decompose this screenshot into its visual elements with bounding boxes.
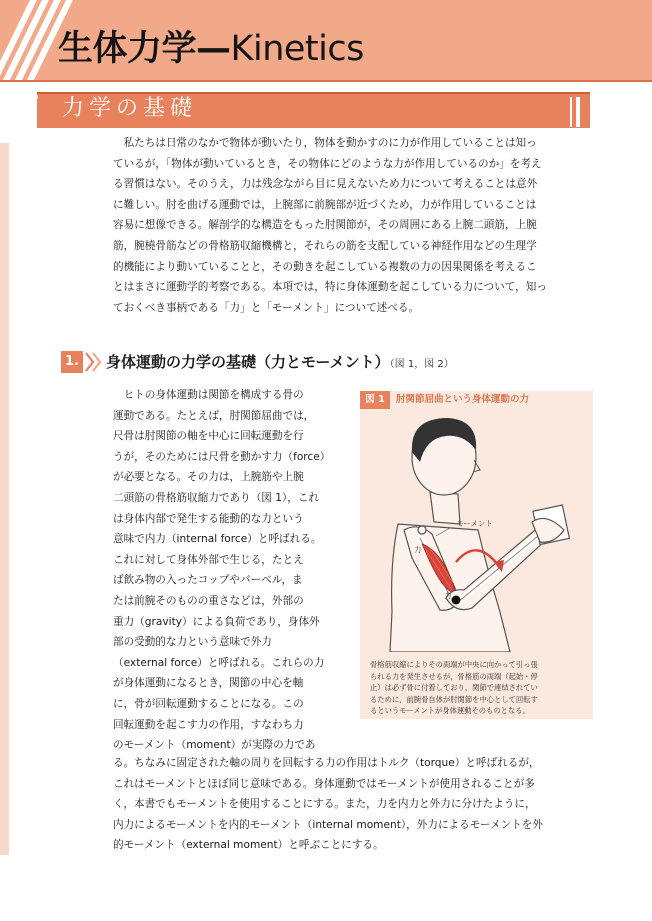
section-box-stripe: [570, 97, 572, 127]
text-line: は身体内部で発生する能動的な力という: [113, 512, 304, 525]
section-box-stripe: [576, 97, 580, 127]
text-line: 意味で内力（internal force）と呼ばれる。: [113, 533, 322, 546]
text-line: に難しい。肘を曲げる運動では，上腕部に前腕部が近づくため，力が作用していることは: [113, 198, 537, 211]
text-line: ておくべき事柄である「力」と「モーメント」について述べる。: [113, 301, 420, 314]
body-full-width: [113, 753, 593, 856]
text-line: 尺骨は肘関節の軸を中心に回転運動を行: [113, 430, 304, 443]
text-line: 的機能により動いていることと，その動きを起こしている複数の力の因果関係を考えるこ: [113, 260, 537, 273]
text-line: 部の受動的な力という意味で外力: [113, 636, 272, 649]
text-line: るために，前腕骨自体が肘関節を中心として回転す: [370, 694, 538, 704]
moment-label: モーメント: [456, 519, 493, 528]
text-line: ヒトの身体運動は関節を構成する骨の: [113, 389, 304, 401]
subsection-figure-ref: （図 1，図 2）: [389, 359, 454, 370]
subsection-number: 1.: [61, 351, 83, 373]
text-line: く，本書でもモーメントを使用することにする。また，力を内力と外力に分けたように，: [113, 798, 536, 811]
text-line: 内力によるモーメントを内的モーメント（internal moment），外力によるモーメントを外: [113, 818, 543, 831]
text-line: 容易に想像できる。解剖学的な構造をもった肘関節が，その周囲にある上腕二頭筋，上腕: [113, 219, 537, 232]
text-line: 止）は必ず骨に付着しており，関節で連結されてい: [370, 683, 538, 692]
page-title: [58, 21, 364, 71]
intro-paragraph: [113, 133, 593, 318]
force-label-upper: 力: [414, 545, 422, 554]
text-line: に，骨が回転運動することになる。この: [113, 697, 304, 710]
chevron-right-icon: [84, 351, 104, 373]
text-line: が必要となる。その力は，上腕筋や上腕: [113, 471, 304, 484]
figure-badge: 図 1: [360, 391, 390, 409]
side-strip: [0, 143, 9, 855]
section-title: 力学の基礎: [62, 96, 198, 121]
force-label-lower: 力: [444, 591, 452, 600]
text-line: 二頭筋の骨格筋収縮力であり（図 1），これ: [113, 491, 320, 504]
text-line: る。ちなみに固定された軸の周りを回転する力の作用はトルク（torque）と呼ばれるが，: [113, 757, 540, 769]
text-line: 運動である。たとえば，肘関節屈曲では，: [113, 409, 315, 422]
page-title-en: Kinetics: [230, 29, 364, 69]
text-line: 筋，腕橈骨筋などの骨格筋収縮機構と，それらの筋を支配している神経作用などの生理学: [113, 239, 537, 252]
text-line: ば飲み物の入ったコップやバーベル，ま: [113, 574, 303, 587]
text-line: うが，そのためには尺骨を動かす力（force）: [113, 450, 331, 463]
text-line: たは前腕そのものの重さなどは，外部の: [113, 594, 304, 607]
figure-title: 肘関節屈曲という身体運動の力: [396, 394, 530, 405]
text-line: 回転運動を起こす力の作用，すなわち力: [113, 718, 304, 731]
text-line: ているが，「物体が動いているとき，その物体にどのような力が作用しているのか」を考え: [113, 157, 542, 170]
section-dot: [32, 94, 38, 100]
text-line: られる力を発生させるが，骨格筋の両端（起始・停: [370, 671, 538, 681]
subsection-title: [106, 352, 454, 375]
text-line: が身体運動になるとき，関節の中心を軸: [113, 677, 304, 690]
figure-1-illustration: [360, 412, 593, 652]
subsection-title-text: 身体運動の力学の基礎（力とモーメント）: [106, 353, 390, 371]
text-line: るというモーメントが身体運動そのものとなる。: [370, 706, 530, 715]
body-left-column: [113, 385, 353, 756]
text-line: これはモーメントとほぼ同じ意味である。身体運動ではモーメントが使用されることが多: [113, 777, 535, 790]
text-line: とはまさに運動学的考察である。本項では，特に身体運動を起こしている力について，知っ: [113, 281, 547, 294]
text-line: のモーメント（moment）が実際の力であ: [113, 739, 316, 752]
page-title-dash: —: [196, 29, 231, 69]
text-line: る習慣はない。そのうえ，力は残念ながら目に見えないため力について考えることは意外: [113, 178, 538, 191]
text-line: 私たちは日常のなかで物体が動いたり，物体を動かすのに力が作用していることは知っ: [113, 137, 537, 149]
text-line: 的モーメント（external moment）と呼ぶことにする。: [113, 839, 384, 852]
shoulder-marker: [418, 526, 426, 534]
page-title-ja: 生体力学: [58, 29, 197, 69]
header-rule: [0, 80, 652, 82]
figure-1-header: [360, 391, 593, 409]
text-line: これに対して身体外部で生じる，たとえ: [113, 553, 304, 566]
text-line: （external force）と呼ばれる。これらの力: [113, 656, 325, 669]
text-line: 骨格筋収縮によりその両端が中央に向かって引っ張: [370, 660, 538, 669]
text-line: 重力（gravity）による負荷であり，身体外: [113, 615, 320, 628]
figure-caption: [370, 659, 586, 717]
elbow-axis-dot: [452, 596, 461, 605]
